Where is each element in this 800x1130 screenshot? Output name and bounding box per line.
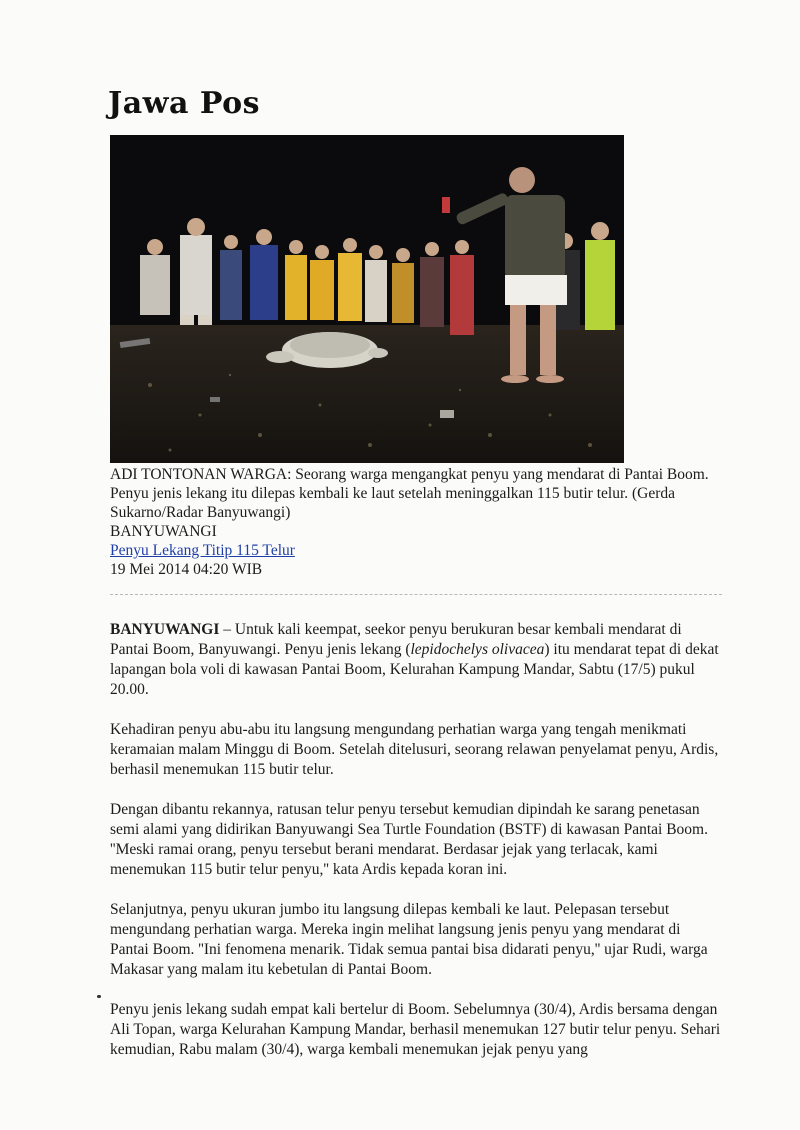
article-paragraph: Selanjutnya, penyu ukuran jumbo itu langsung dilepas kembali ke laut. Pelepasan tersebut mengundang perhatian warga. Mereka ingin melihat langsung jenis penyu yang mendarat di Pantai Boom. ''Ini fenomena menarik. Tidak semua pantai bisa didarati penyu,'' ujar Rudi, warga Makasar yang malam itu kebetulan di Pantai Boom. — [110, 901, 708, 978]
headline-link[interactable]: Penyu Lekang Titip 115 Telur — [110, 542, 295, 559]
photo-caption-block — [110, 465, 710, 579]
article-body — [110, 620, 722, 1080]
article-dateline: BANYUWANGI — [110, 621, 220, 638]
publish-timestamp: 19 Mei 2014 04:20 WIB — [110, 561, 263, 578]
article-paragraph — [110, 620, 722, 700]
section-divider — [110, 594, 722, 595]
species-name: lepidochelys olivacea — [410, 641, 545, 658]
newspaper-masthead: Jawa Pos — [108, 86, 260, 121]
article-text: ) itu mendarat tepat di dekat lapangan bola voli di kawasan Pantai Boom, Kelurahan Kampung Mandar, Sabtu (17/5) pukul 20.00. — [110, 641, 719, 698]
turtle-on-beach-photo — [110, 135, 624, 463]
caption-location: BANYUWANGI — [110, 523, 217, 540]
article-text: – Untuk kali keempat, seekor penyu berukuran besar kembali mendarat di Pantai Boom, Banyuwangi. Penyu jenis lekang ( — [110, 621, 682, 658]
scan-speck — [97, 995, 101, 998]
article-paragraph: Kehadiran penyu abu-abu itu langsung mengundang perhatian warga yang tengah menikmati keramaian malam Minggu di Boom. Setelah ditelusuri, seorang relawan penyelamat penyu, Ardis, berhasil menemukan 115 butir telur. — [110, 721, 719, 778]
photo-illustration — [110, 135, 624, 463]
article-paragraph: Penyu jenis lekang sudah empat kali bertelur di Boom. Sebelumnya (30/4), Ardis bersama dengan Ali Topan, warga Kelurahan Kampung Mandar, berhasil menemukan 127 butir telur penyu. Sehari kemudian, Rabu malam (30/4), warga kembali menemukan jejak penyu yang — [110, 1001, 721, 1058]
article-paragraph: Dengan dibantu rekannya, ratusan telur penyu tersebut kemudian dipindah ke sarang penetasan semi alami yang didirikan Banyuwangi Sea Turtle Foundation (BSTF) di kawasan Pantai Boom. ''Meski ramai orang, penyu tersebut berani mendarat. Berdasar jejak yang terlacak, kami menemukan 115 butir telur penyu,'' kata Ardis kepada koran ini. — [110, 801, 708, 878]
photo-caption: ADI TONTONAN WARGA: Seorang warga mengangkat penyu yang mendarat di Pantai Boom. Penyu jenis lekang itu dilepas kembali ke laut setelah meninggalkan 115 butir telur. (Gerda Sukarno/Radar Banyuwangi) — [110, 466, 709, 521]
